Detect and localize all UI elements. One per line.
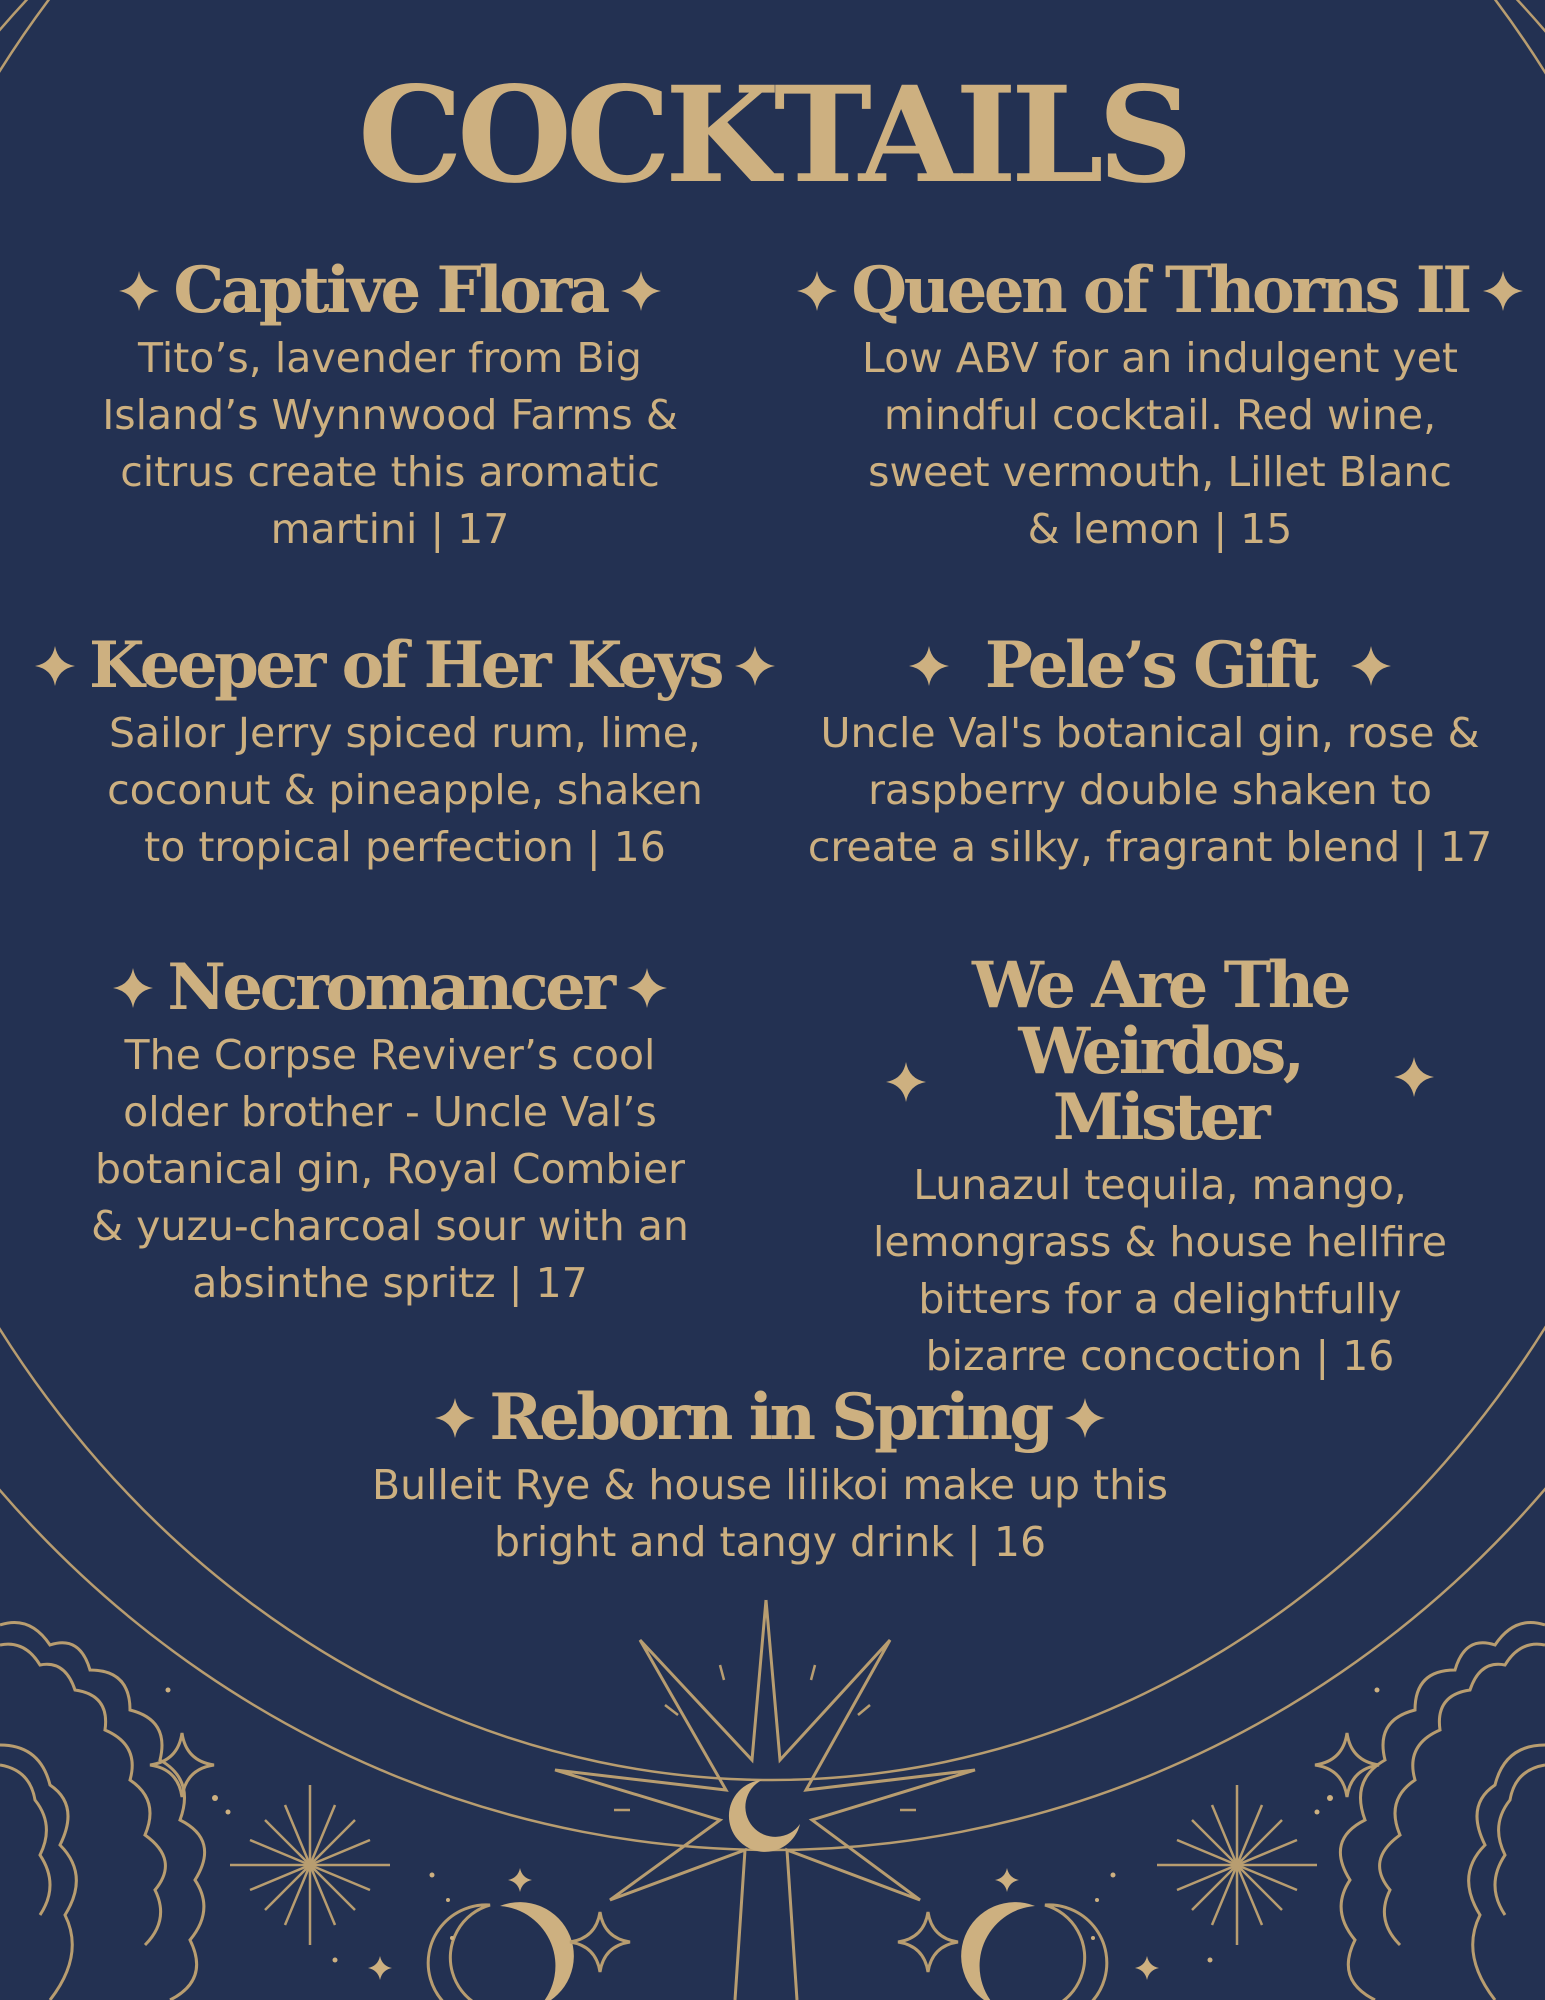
crescent-moon-icon [428, 1905, 520, 2000]
item-name-row [800, 253, 1520, 328]
four-point-star-icon [797, 271, 837, 311]
item-name-row [60, 253, 720, 328]
four-point-star-icon [1351, 646, 1391, 686]
item-name: Pele’s Gift [984, 628, 1316, 703]
cloud-swirl-icon [1340, 1623, 1545, 2000]
item-name-row [800, 628, 1500, 703]
item-description: Low ABV for an indulgent yet mindful cocktail. Red wine, sweet vermouth, Lillet Blanc & lemon | 15 [861, 334, 1458, 553]
four-point-star-icon [35, 646, 75, 686]
item-name-row [830, 948, 1490, 1155]
page-title: COCKTAILS [357, 58, 1188, 213]
item-description: Uncle Val's botanical gin, rose & raspberry double shaken to create a silky, fragrant blend | 17 [807, 709, 1493, 871]
four-point-star-icon [1483, 271, 1523, 311]
four-point-star-icon [621, 271, 661, 311]
menu-item [830, 948, 1490, 1385]
item-name: Necromancer [167, 950, 613, 1025]
item-name-row [50, 628, 760, 703]
four-point-star-icon [113, 968, 153, 1008]
four-point-star-icon [1394, 1057, 1434, 1097]
item-description: Lunazul tequila, mango, lemongrass & house hellfire bitters for a delightfully bizarre concoction | 16 [872, 1161, 1448, 1380]
menu-item [60, 950, 720, 1312]
item-description: The Corpse Reviver’s cool older brother - Uncle Val’s botanical gin, Royal Combier & yuzu-charcoal sour with an absinthe spritz | 17 [91, 1031, 689, 1307]
cloud-swirl-icon [0, 1623, 205, 2000]
four-point-star-icon [735, 646, 775, 686]
item-name: Reborn in Spring [489, 1380, 1051, 1455]
item-description: Tito’s, lavender from Big Island’s Wynnwood Farms & citrus create this aromatic martini | 17 [102, 334, 678, 553]
four-point-star-icon [886, 1062, 926, 1102]
four-point-star-icon [909, 646, 949, 686]
menu-item [50, 628, 760, 876]
sparkle-icon [150, 1733, 1379, 1972]
crescent-moon-icon [729, 1780, 800, 1852]
menu-item [330, 1380, 1210, 1571]
menu-item [60, 253, 720, 558]
four-point-star-icon [119, 271, 159, 311]
menu-item [800, 628, 1500, 876]
four-point-star-icon [435, 1398, 475, 1438]
item-description: Bulleit Rye & house lilikoi make up this bright and tangy drink | 16 [372, 1461, 1168, 1566]
item-name-row [60, 950, 720, 1025]
sparkle-icon [230, 1785, 1317, 1945]
four-point-star-icon [1065, 1398, 1105, 1438]
item-name: We Are The Weirdos, Mister [972, 948, 1348, 1155]
crescent-moon-icon [1015, 1905, 1107, 2000]
four-point-star-icon [627, 968, 667, 1008]
item-name: Queen of Thorns II [851, 253, 1469, 328]
item-name: Keeper of Her Keys [89, 628, 721, 703]
menu-item [800, 253, 1520, 558]
item-name-row [330, 1380, 1210, 1455]
item-name: Captive Flora [173, 253, 607, 328]
item-description: Sailor Jerry spiced rum, lime, coconut & pineapple, shaken to tropical perfection | 16 [107, 709, 703, 871]
